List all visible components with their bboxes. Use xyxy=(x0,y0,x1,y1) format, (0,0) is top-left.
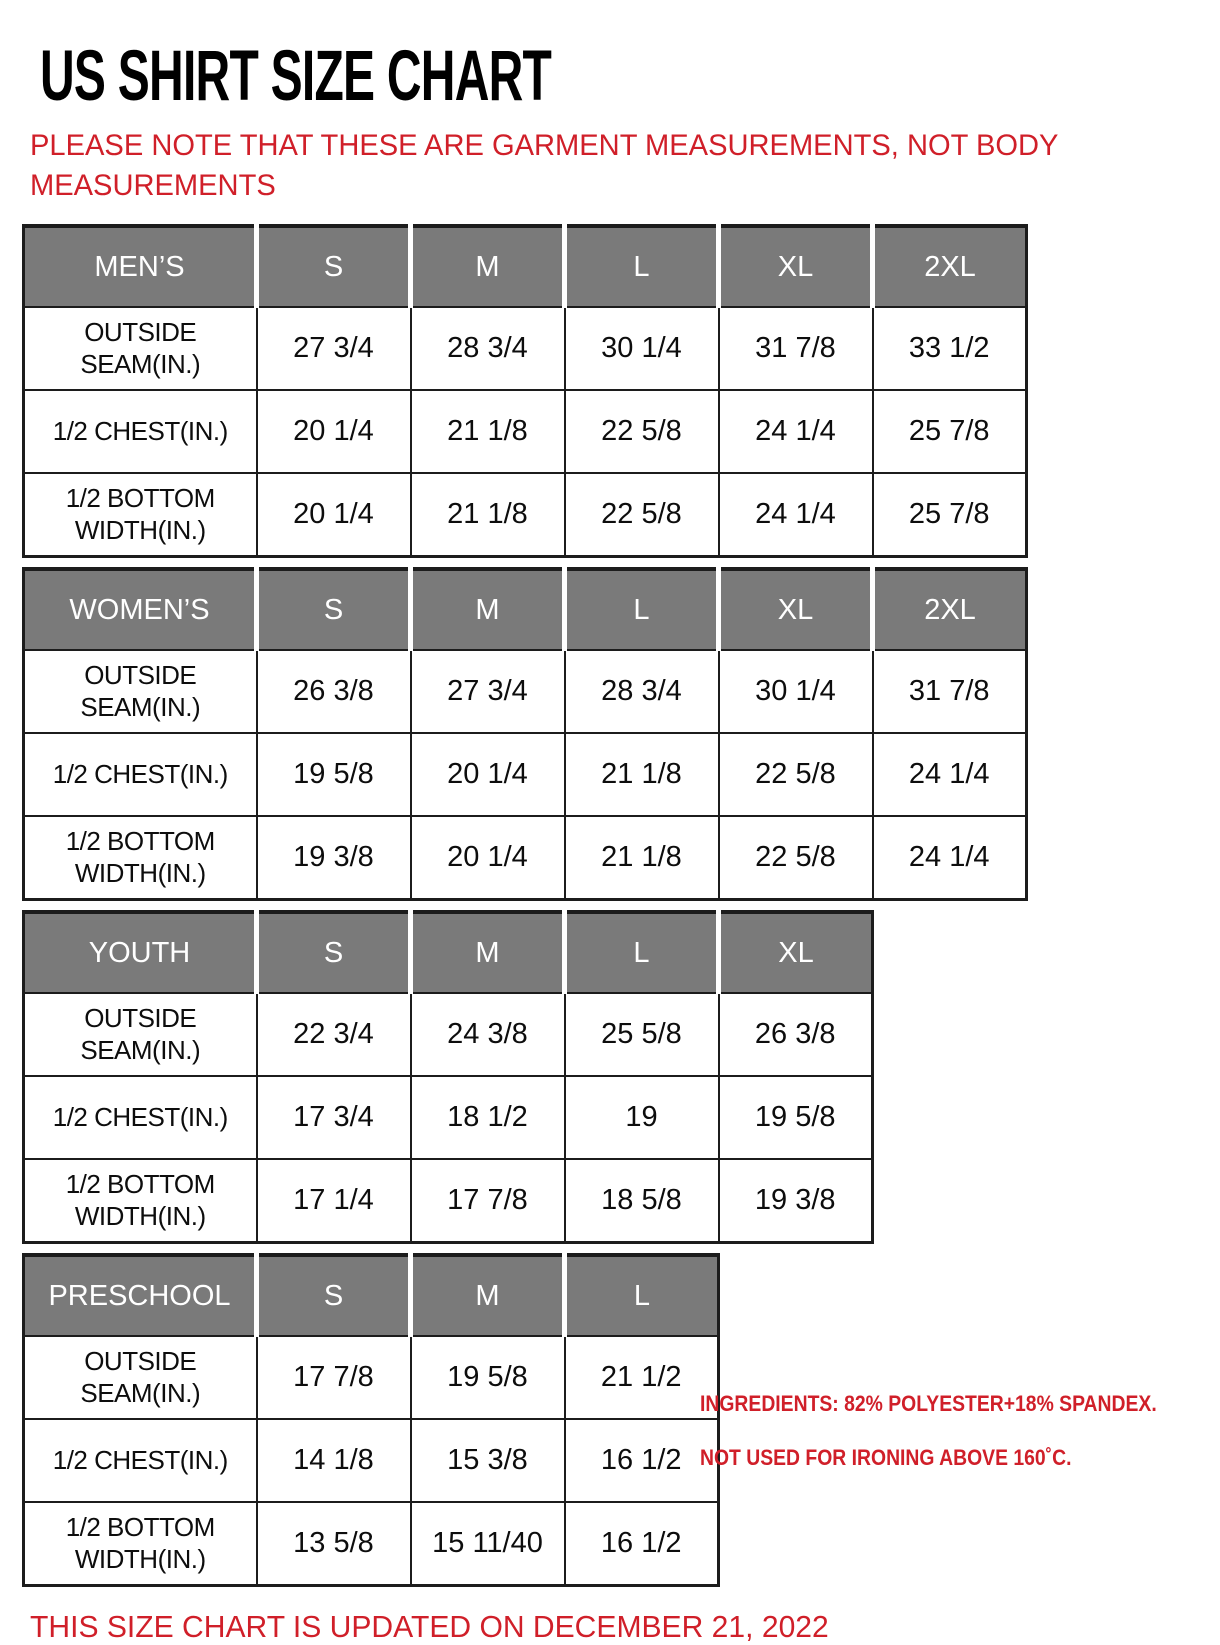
measurement-cell: 28 3/4 xyxy=(565,650,719,733)
row-label: 1/2 BOTTOM WIDTH(IN.) xyxy=(24,1159,257,1243)
table-row xyxy=(24,1502,719,1586)
row-label: 1/2 CHEST(IN.) xyxy=(24,1419,257,1502)
preschool-section xyxy=(22,1253,1220,1587)
measurement-cell: 20 1/4 xyxy=(411,733,565,816)
size-header: XL xyxy=(719,226,873,307)
page-title: US SHIRT SIZE CHART xyxy=(40,35,552,116)
measurement-cell: 25 5/8 xyxy=(565,993,719,1076)
measurement-cell: 25 7/8 xyxy=(873,473,1027,557)
measurement-cell: 30 1/4 xyxy=(719,650,873,733)
size-header: S xyxy=(257,569,411,650)
row-label: 1/2 CHEST(IN.) xyxy=(24,1076,257,1159)
header-row xyxy=(24,1255,719,1336)
size-table-womens xyxy=(22,567,1028,901)
row-label: OUTSIDE SEAM(IN.) xyxy=(24,993,257,1076)
size-header: M xyxy=(411,569,565,650)
size-header: L xyxy=(565,226,719,307)
measurement-cell: 19 3/8 xyxy=(257,816,411,900)
row-label: 1/2 BOTTOM WIDTH(IN.) xyxy=(24,816,257,900)
measurement-cell: 19 5/8 xyxy=(257,733,411,816)
table-row xyxy=(24,816,1027,900)
size-tables xyxy=(22,224,1220,1587)
table-row xyxy=(24,650,1027,733)
group-header: MEN’S xyxy=(24,226,257,307)
measurement-cell: 17 3/4 xyxy=(257,1076,411,1159)
garment-note xyxy=(30,126,1184,206)
size-header: XL xyxy=(719,912,873,993)
row-label: 1/2 CHEST(IN.) xyxy=(24,390,257,473)
group-header: PRESCHOOL xyxy=(24,1255,257,1336)
size-header: L xyxy=(565,1255,719,1336)
size-header: S xyxy=(257,1255,411,1336)
measurement-cell: 18 1/2 xyxy=(411,1076,565,1159)
size-header: S xyxy=(257,226,411,307)
table-row xyxy=(24,1159,873,1243)
measurement-cell: 17 7/8 xyxy=(411,1159,565,1243)
measurement-cell: 19 5/8 xyxy=(411,1336,565,1419)
table-row xyxy=(24,733,1027,816)
size-header: 2XL xyxy=(873,569,1027,650)
measurement-cell: 24 1/4 xyxy=(719,390,873,473)
measurement-cell: 22 3/4 xyxy=(257,993,411,1076)
group-header: WOMEN’S xyxy=(24,569,257,650)
row-label: OUTSIDE SEAM(IN.) xyxy=(24,650,257,733)
header-row xyxy=(24,912,873,993)
measurement-cell: 31 7/8 xyxy=(873,650,1027,733)
measurement-cell: 25 7/8 xyxy=(873,390,1027,473)
table-row xyxy=(24,1419,719,1502)
measurement-cell: 21 1/8 xyxy=(565,733,719,816)
garment-note-line2: MEASUREMENTS xyxy=(30,169,276,202)
measurement-cell: 24 1/4 xyxy=(873,816,1027,900)
measurement-cell: 13 5/8 xyxy=(257,1502,411,1586)
row-label: 1/2 BOTTOM WIDTH(IN.) xyxy=(24,1502,257,1586)
measurement-cell: 27 3/4 xyxy=(411,650,565,733)
measurement-cell: 21 1/8 xyxy=(411,390,565,473)
measurement-cell: 21 1/2 xyxy=(565,1336,719,1419)
measurement-cell: 33 1/2 xyxy=(873,307,1027,390)
ingredients-line1: INGREDIENTS: 82% POLYESTER+18% SPANDEX. xyxy=(700,1391,1157,1416)
size-header: 2XL xyxy=(873,226,1027,307)
measurement-cell: 18 5/8 xyxy=(565,1159,719,1243)
measurement-cell: 28 3/4 xyxy=(411,307,565,390)
group-header: YOUTH xyxy=(24,912,257,993)
measurement-cell: 20 1/4 xyxy=(257,473,411,557)
measurement-cell: 24 3/8 xyxy=(411,993,565,1076)
table-row xyxy=(24,1076,873,1159)
size-header: M xyxy=(411,226,565,307)
size-table-mens xyxy=(22,224,1028,558)
table-row xyxy=(24,1336,719,1419)
row-label: 1/2 BOTTOM WIDTH(IN.) xyxy=(24,473,257,557)
measurement-cell: 22 5/8 xyxy=(565,390,719,473)
measurement-cell: 21 1/8 xyxy=(411,473,565,557)
measurement-cell: 22 5/8 xyxy=(719,733,873,816)
measurement-cell: 20 1/4 xyxy=(257,390,411,473)
measurement-cell: 31 7/8 xyxy=(719,307,873,390)
measurement-cell: 16 1/2 xyxy=(565,1502,719,1586)
measurement-cell: 22 5/8 xyxy=(719,816,873,900)
size-table-preschool xyxy=(22,1253,720,1587)
measurement-cell: 26 3/8 xyxy=(257,650,411,733)
row-label: OUTSIDE SEAM(IN.) xyxy=(24,1336,257,1419)
measurement-cell: 19 3/8 xyxy=(719,1159,873,1243)
measurement-cell: 22 5/8 xyxy=(565,473,719,557)
measurement-cell: 27 3/4 xyxy=(257,307,411,390)
size-header: S xyxy=(257,912,411,993)
measurement-cell: 26 3/8 xyxy=(719,993,873,1076)
size-header: M xyxy=(411,1255,565,1336)
size-header: L xyxy=(565,569,719,650)
size-header: XL xyxy=(719,569,873,650)
ingredients-line2: NOT USED FOR IRONING ABOVE 160˚C. xyxy=(700,1445,1072,1470)
header-row xyxy=(24,569,1027,650)
size-header: L xyxy=(565,912,719,993)
measurement-cell: 15 11/40 xyxy=(411,1502,565,1586)
row-label: 1/2 CHEST(IN.) xyxy=(24,733,257,816)
measurement-cell: 24 1/4 xyxy=(719,473,873,557)
ingredients-note xyxy=(700,1377,1175,1485)
measurement-cell: 17 1/4 xyxy=(257,1159,411,1243)
row-label: OUTSIDE SEAM(IN.) xyxy=(24,307,257,390)
measurement-cell: 17 7/8 xyxy=(257,1336,411,1419)
measurement-cell: 21 1/8 xyxy=(565,816,719,900)
header-row xyxy=(24,226,1027,307)
measurement-cell: 14 1/8 xyxy=(257,1419,411,1502)
measurement-cell: 19 5/8 xyxy=(719,1076,873,1159)
update-date-note: THIS SIZE CHART IS UPDATED ON DECEMBER 21, 2022 xyxy=(30,1609,829,1644)
table-row xyxy=(24,993,873,1076)
table-row xyxy=(24,307,1027,390)
measurement-cell: 19 xyxy=(565,1076,719,1159)
measurement-cell: 16 1/2 xyxy=(565,1419,719,1502)
table-row xyxy=(24,390,1027,473)
table-row xyxy=(24,473,1027,557)
size-header: M xyxy=(411,912,565,993)
measurement-cell: 15 3/8 xyxy=(411,1419,565,1502)
garment-note-line1: PLEASE NOTE THAT THESE ARE GARMENT MEASUREMENTS, NOT BODY xyxy=(30,129,1059,162)
measurement-cell: 24 1/4 xyxy=(873,733,1027,816)
measurement-cell: 30 1/4 xyxy=(565,307,719,390)
size-table-youth xyxy=(22,910,874,1244)
measurement-cell: 20 1/4 xyxy=(411,816,565,900)
